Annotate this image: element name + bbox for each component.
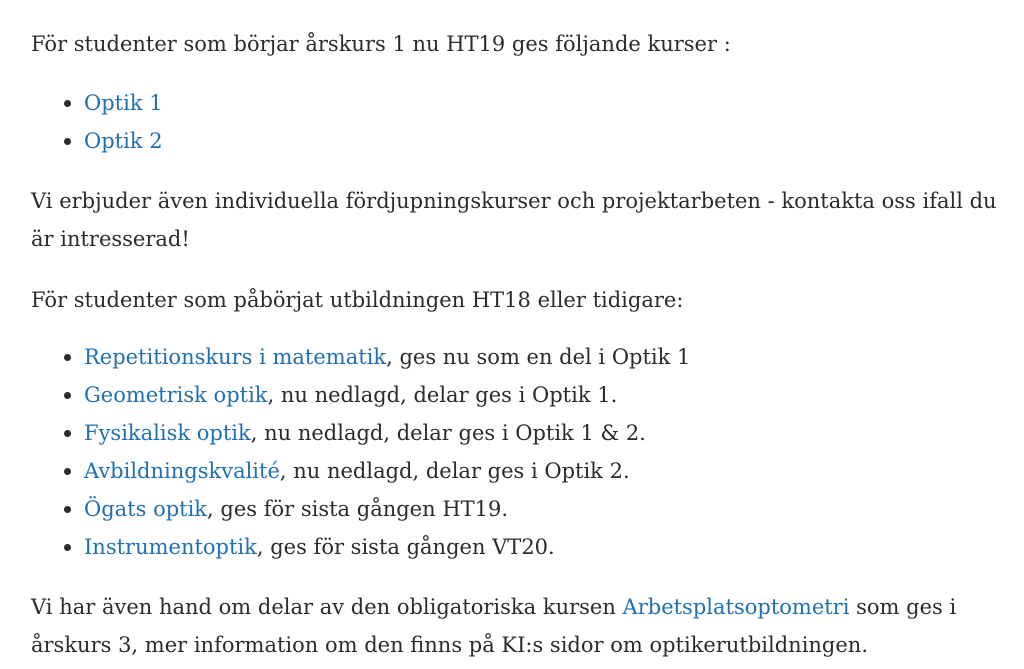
intro-paragraph-earlier-students: För studenter som påbörjat utbildningen HT18 eller tidigare: (31, 288, 684, 312)
list-item (31, 414, 1011, 452)
course-note: , ges nu som en del i Optik 1 (386, 345, 691, 369)
course-link-arbetsplatsoptometri[interactable]: Arbetsplatsoptometri (622, 595, 850, 619)
list-item (31, 376, 1011, 414)
course-note: , nu nedlagd, delar ges i Optik 1 & 2. (250, 421, 646, 445)
outro-text-after: som ges i årskurs 3, mer information om den finns på KI:s sidor om optikerutbildningen. (31, 595, 957, 657)
course-list-old (31, 338, 1011, 566)
main-content (31, 25, 1011, 664)
list-item (31, 338, 1011, 376)
course-link-instrumentoptik[interactable]: Instrumentoptik (84, 535, 257, 559)
course-note: , nu nedlagd, delar ges i Optik 2. (279, 459, 630, 483)
course-note: , ges för sista gången VT20. (256, 535, 555, 559)
list-item (31, 84, 1011, 122)
course-link-geometrisk-optik[interactable]: Geometrisk optik (84, 383, 268, 407)
outro-paragraph (31, 588, 1011, 664)
list-item (31, 122, 1011, 160)
list-item (31, 528, 1011, 566)
intro-paragraph-individual-courses: Vi erbjuder även individuella fördjupningskurser och projektarbeten - kontakta oss ifall du är intresserad! (31, 189, 997, 251)
course-link-optik-1[interactable]: Optik 1 (84, 91, 163, 115)
course-list-new (31, 84, 1011, 160)
course-link-optik-2[interactable]: Optik 2 (84, 129, 163, 153)
course-link-ogats-optik[interactable]: Ögats optik (84, 497, 208, 521)
course-link-avbildningskvalite[interactable]: Avbildningskvalité (84, 459, 280, 483)
course-link-fysikalisk-optik[interactable]: Fysikalisk optik (84, 421, 251, 445)
course-note: , nu nedlagd, delar ges i Optik 1. (267, 383, 618, 407)
list-item (31, 490, 1011, 528)
outro-text-before: Vi har även hand om delar av den obligatoriska kursen (31, 595, 623, 619)
intro-paragraph-new-students: För studenter som börjar årskurs 1 nu HT19 ges följande kurser : (31, 32, 731, 56)
course-link-repetitionskurs[interactable]: Repetitionskurs i matematik (84, 345, 387, 369)
course-note: , ges för sista gången HT19. (207, 497, 509, 521)
list-item (31, 452, 1011, 490)
